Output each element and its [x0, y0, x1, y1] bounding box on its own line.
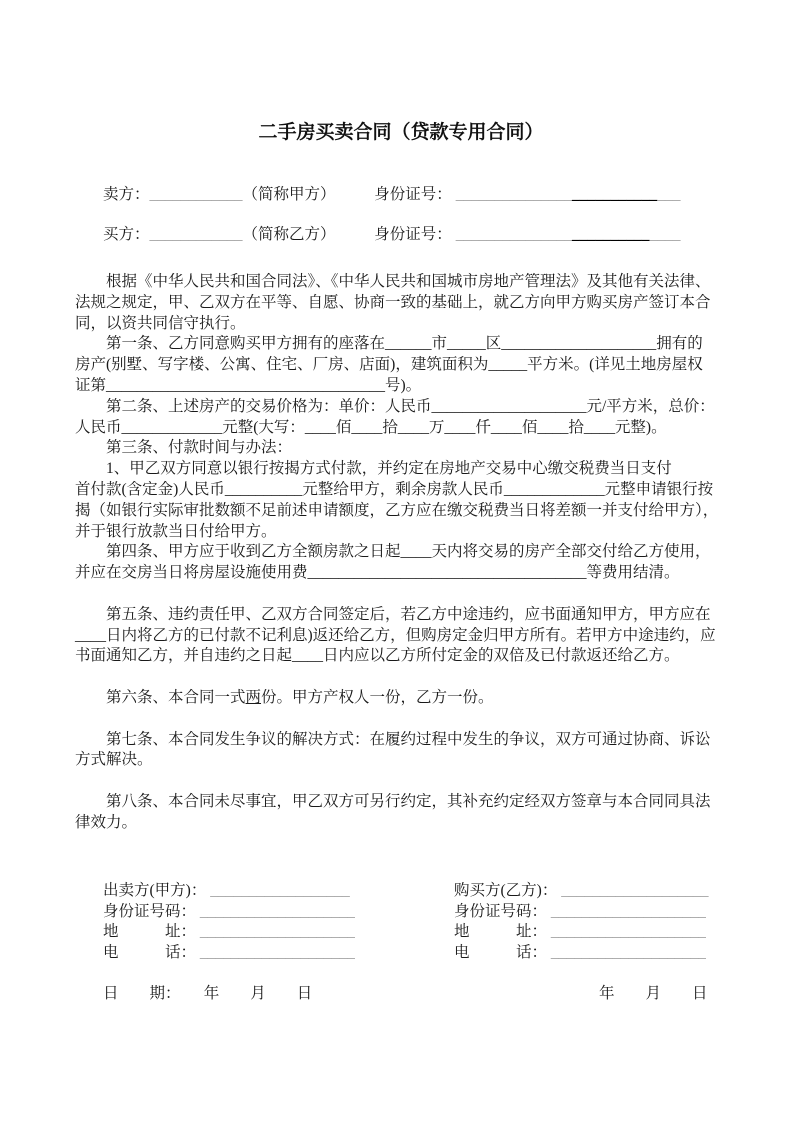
- blank-underline: ___: [657, 186, 681, 203]
- signature-right: [454, 922, 706, 943]
- blank-line: [75, 584, 755, 605]
- signature-left: [103, 902, 355, 923]
- signature-row: [75, 902, 755, 923]
- text-segment: 电 话：: [103, 944, 200, 962]
- signature-row: [75, 922, 755, 943]
- text-line: 第一条、乙方同意购买甲方拥有的座落在______市_____区____________________拥有的: [75, 335, 703, 353]
- blank-line: [75, 771, 755, 792]
- text-line: 根据《中华人民共和国合同法》、《中华人民共和国城市房地产管理法》及其他有关法律、: [75, 273, 711, 290]
- text-line: 法规之规定，甲、乙双方在平等、自愿、协商一致的基础上，就乙方向甲方购买房产签订本合: [75, 293, 711, 311]
- text-line: 首付款(含定金)人民币__________元整给甲方，剩余房款人民币_____________元整申请银行按: [75, 480, 714, 498]
- text-line: 第四条、甲方应于收到乙方全额房款之日起____天内将交易的房产全部交付给乙方使用，: [75, 543, 711, 561]
- text-line: 人民币_____________元整(大写：____佰____拾____万____仟____佰____拾____元整)。: [75, 418, 667, 436]
- document-title: 二手房买卖合同（贷款专用合同）: [258, 122, 544, 143]
- blank-underline: ____: [649, 226, 681, 243]
- blank-underline: _______________: [455, 186, 572, 203]
- date-right: 年 月 日: [599, 985, 708, 1003]
- signature-left: [103, 943, 355, 964]
- text-line: 第八条、本合同未尽事宜，甲乙双方可另行约定，其补充约定经双方签章与本合同同具法: [75, 792, 711, 810]
- text-line: 并应在交房当日将房屋设施使用费____________________________________等费用结清。: [75, 564, 680, 582]
- signature-right: [454, 943, 706, 964]
- text-segment: （简称甲方）: [242, 186, 328, 203]
- text-line: 房产(别墅、写字楼、公寓、住宅、厂房、店面)，建筑面积为_____平方米。(详见土地房屋权: [75, 356, 703, 374]
- blank-underline-dark: ___________: [571, 186, 658, 203]
- signature-left: [103, 922, 355, 943]
- text-segment: 电 话：: [454, 944, 551, 962]
- text-line: ____日内将乙方的已付款不记利息)返还给乙方，但购房定金归甲方所有。若甲方中途违约，应: [75, 626, 716, 644]
- text-segment: 地 址：: [454, 923, 551, 941]
- underlined-text: 两: [245, 688, 262, 706]
- text-segment: 地 址：: [103, 923, 200, 941]
- blank-underline: ___________________: [561, 882, 709, 899]
- text-line: 揭（如银行实际审批数额不足前述申请额度，乙方应在缴交税费当日将差额一并支付给甲方），: [75, 501, 719, 519]
- text-line: 同，以资共同信守执行。: [75, 314, 246, 332]
- text-segment: 买方：: [103, 226, 150, 243]
- buyer-row: [103, 226, 743, 266]
- text-line: 第二条、上述房产的交易价格为：单价：人民币____________________元/平方米，总价：: [75, 397, 715, 415]
- blank-underline: ____________________: [199, 944, 355, 962]
- blank-underline-dark: __________: [571, 226, 650, 243]
- contract-body: [75, 272, 755, 834]
- text-segment: [328, 186, 375, 203]
- text-line: 证第____________________________________号)。: [75, 376, 422, 394]
- blank-line: [75, 667, 755, 688]
- text-segment: [328, 226, 375, 243]
- date-row: [75, 984, 755, 1005]
- blank-line: [75, 709, 755, 730]
- blank-underline: ____________: [149, 186, 243, 203]
- text-line: [75, 688, 755, 709]
- text-segment: 身份证号：: [374, 226, 452, 243]
- party-section: [103, 186, 743, 266]
- text-segment: 卖方：: [103, 186, 150, 203]
- signature-right: [454, 881, 708, 902]
- text-line: 并于银行放款当日付给甲方。: [75, 522, 277, 540]
- date-left: 日 期： 年 月 日: [103, 985, 313, 1003]
- text-segment: 身份证号：: [374, 186, 452, 203]
- signature-row: [75, 881, 755, 902]
- text-line: 第七条、本合同发生争议的解决方式：在履约过程中发生的争议，双方可通过协商、诉讼: [75, 730, 711, 748]
- text-segment: 购买方(乙方)：: [454, 882, 562, 899]
- text-segment: 第六条、本合同一式: [75, 688, 246, 706]
- text-line: 律效力。: [75, 813, 138, 831]
- text-line: 1、甲乙双方同意以银行按揭方式付款，并约定在房地产交易中心缴交税费当日支付: [75, 460, 672, 478]
- text-segment: （简称乙方）: [242, 226, 328, 243]
- blank-underline: ____________________: [550, 902, 706, 920]
- blank-underline: ____________________: [199, 902, 355, 920]
- text-segment: 份。甲方产权人一份，乙方一份。: [261, 688, 494, 706]
- text-segment: 身份证号码：: [103, 902, 200, 920]
- text-segment: 身份证号码：: [454, 902, 551, 920]
- text-line: 方式解决。: [75, 751, 153, 769]
- signature-left: [103, 881, 350, 902]
- signature-row: [75, 943, 755, 964]
- signature-section: [75, 881, 755, 1005]
- blank-underline: ____________________: [550, 923, 706, 941]
- text-line: 第五条、违约责任甲、乙双方合同签定后，若乙方中途违约，应书面通知甲方，甲方应在: [75, 605, 711, 623]
- blank-underline: __________________: [210, 882, 350, 899]
- seller-row: [103, 186, 743, 226]
- blank-underline: ____________________: [199, 923, 355, 941]
- text-line: 第三条、付款时间与办法：: [75, 439, 293, 457]
- blank-underline: ____________________: [550, 944, 706, 962]
- text-line: 书面通知乙方，并自违约之日起____日内应以乙方所付定金的双倍及已付款返还给乙方。: [75, 647, 680, 665]
- signature-right: [454, 902, 706, 923]
- blank-underline: _______________: [455, 226, 572, 243]
- text-segment: 出卖方(甲方)：: [103, 882, 211, 899]
- blank-underline: ____________: [149, 226, 243, 243]
